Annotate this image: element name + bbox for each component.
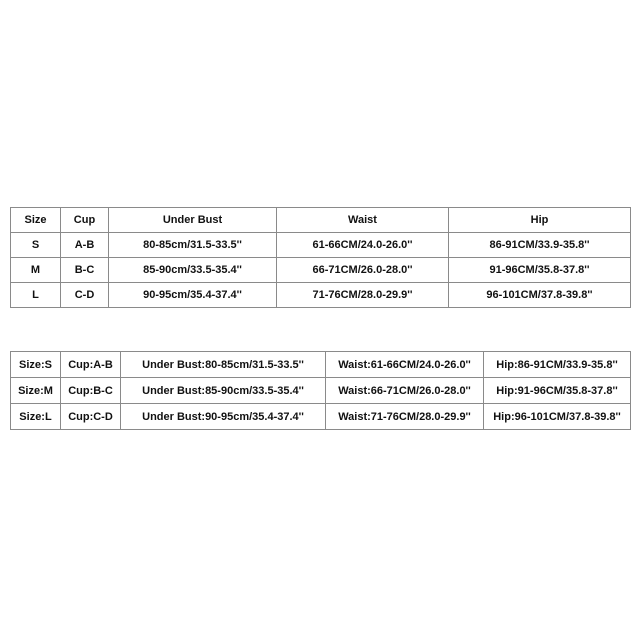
header-size: Size <box>11 208 61 233</box>
cell-hip: 91-96CM/35.8-37.8'' <box>449 258 631 283</box>
table-row <box>11 233 631 258</box>
header-waist: Waist <box>277 208 449 233</box>
header-cup: Cup <box>61 208 109 233</box>
table-header-row <box>11 208 631 233</box>
cell-cup: Cup:B-C <box>61 378 121 404</box>
cell-under-bust: Under Bust:90-95cm/35.4-37.4'' <box>121 404 326 430</box>
table-row <box>11 283 631 308</box>
cell-cup: B-C <box>61 258 109 283</box>
cell-size: Size:L <box>11 404 61 430</box>
cell-waist: 71-76CM/28.0-29.9'' <box>277 283 449 308</box>
cell-hip: 86-91CM/33.9-35.8'' <box>449 233 631 258</box>
size-chart-table-inline <box>10 351 631 430</box>
cell-size: L <box>11 283 61 308</box>
cell-under-bust: 80-85cm/31.5-33.5'' <box>109 233 277 258</box>
table-row <box>11 404 631 430</box>
cell-size: M <box>11 258 61 283</box>
cell-hip: Hip:96-101CM/37.8-39.8'' <box>484 404 631 430</box>
cell-cup: Cup:C-D <box>61 404 121 430</box>
size-chart-table-columns <box>10 207 631 308</box>
cell-waist: Waist:61-66CM/24.0-26.0'' <box>326 352 484 378</box>
header-under-bust: Under Bust <box>109 208 277 233</box>
cell-hip: Hip:91-96CM/35.8-37.8'' <box>484 378 631 404</box>
cell-hip: 96-101CM/37.8-39.8'' <box>449 283 631 308</box>
cell-waist: Waist:66-71CM/26.0-28.0'' <box>326 378 484 404</box>
cell-hip: Hip:86-91CM/33.9-35.8'' <box>484 352 631 378</box>
cell-under-bust: 90-95cm/35.4-37.4'' <box>109 283 277 308</box>
cell-under-bust: Under Bust:85-90cm/33.5-35.4'' <box>121 378 326 404</box>
cell-waist: Waist:71-76CM/28.0-29.9'' <box>326 404 484 430</box>
cell-cup: A-B <box>61 233 109 258</box>
header-hip: Hip <box>449 208 631 233</box>
cell-waist: 61-66CM/24.0-26.0'' <box>277 233 449 258</box>
cell-size: Size:M <box>11 378 61 404</box>
table-row <box>11 352 631 378</box>
cell-under-bust: 85-90cm/33.5-35.4'' <box>109 258 277 283</box>
cell-size: S <box>11 233 61 258</box>
cell-size: Size:S <box>11 352 61 378</box>
table-row <box>11 378 631 404</box>
cell-under-bust: Under Bust:80-85cm/31.5-33.5'' <box>121 352 326 378</box>
cell-waist: 66-71CM/26.0-28.0'' <box>277 258 449 283</box>
cell-cup: C-D <box>61 283 109 308</box>
table-row <box>11 258 631 283</box>
cell-cup: Cup:A-B <box>61 352 121 378</box>
